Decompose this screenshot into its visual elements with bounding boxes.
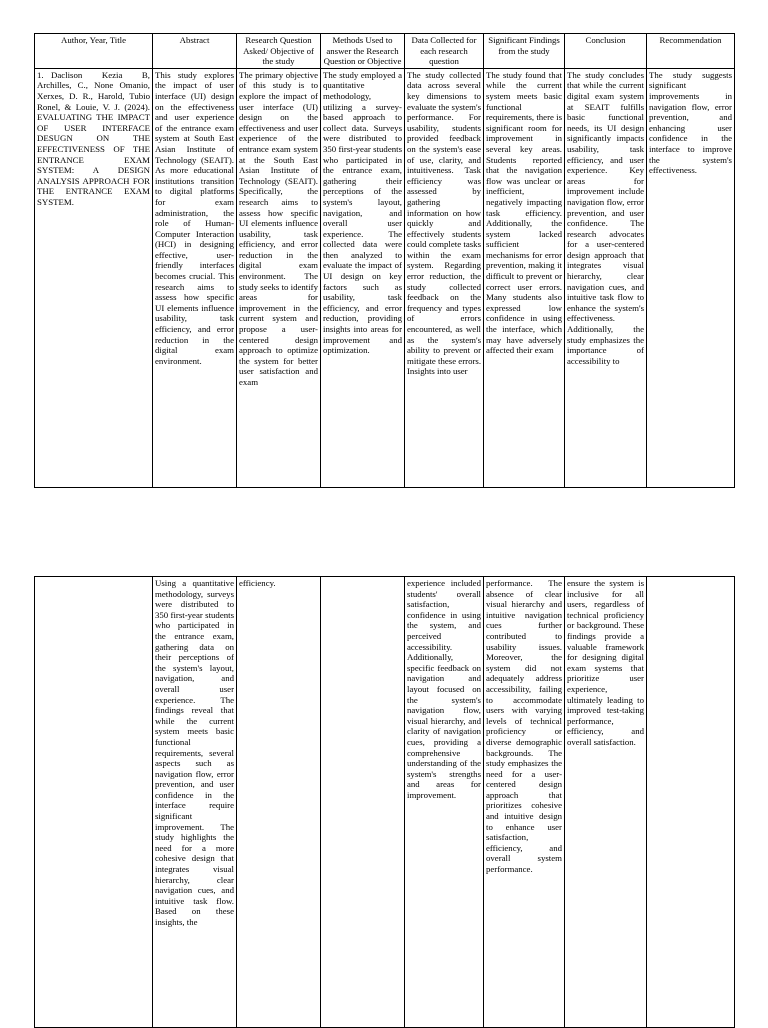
header-recommendation: Recommendation (647, 34, 735, 69)
findings-cell: The study found that while the current system meets basic functional requirements, there is significant room for improvement in several key areas. Students reported that the navigation flow was unclear or inefficient, negatively impacting task efficiency. Additionally, the system lacked sufficient mechanisms for error prevention, making it difficult to prevent or correct user errors. Many students also expressed low confidence in using the interface, which may have adversely affected their exam (484, 68, 565, 487)
table-row (35, 68, 735, 487)
methods-cell: The study employed a quantitative methodology, utilizing a survey-based approach to collect data. Surveys were distributed to 350 first-year students who participated in the entrance exam, gathering their perceptions of the system's layout, navigation, and overall user experience. The collected data were then analyzed to evaluate the impact of UI design on key factors such as usability, task efficiency, and error reduction, providing insights into areas for improvement and optimization. (321, 68, 405, 487)
recommendation-cell-continued (647, 577, 735, 1028)
author-cell-continued (35, 577, 153, 1028)
abstract-cell-continued: Using a quantitative methodology, surveys were distributed to 350 first-year students who participated in the entrance exam, gathering data on their perceptions of the system's layout, navigation, and overall user experience. The findings reveal that while the current system meets basic functional requirements, several aspects such as navigation flow, error prevention, and user confidence in the interface require significant improvement. The study highlights the need for a more cohesive design that integrates visual hierarchy, clear navigation cues, and intuitive task flow. Based on these insights, the (153, 577, 237, 1028)
header-author: Author, Year, Title (35, 34, 153, 69)
author-citation: Daclison Kezia B, Archilles, C., None Omanio, Xerxes, D. R., Harold, Tubio Ronel, & Louie, V. J. (2024). EVALUATING THE IMPACT OF USER INTERFACE DESUGN ON THE EFFECTIVENESS OF THE ENTRANCE EXAM SYSTEM: A DESIGN ANALYSIS APPROACH FOR THE ENTRANCE EXAM SYSTEM. (37, 69, 150, 207)
header-conclusion: Conclusion (565, 34, 647, 69)
research-question-cell-continued: efficiency. (237, 577, 321, 1028)
conclusion-cell: The study concludes that while the current digital exam system at SEAIT fulfills basic functional needs, its UI design significantly impacts usability, task efficiency, and user experience. Key areas for improvement include navigation flow, error prevention, and user confidence. The research advocates for a user-centered design approach that integrates visual hierarchy, clear navigation cues, and intuitive task flow to enhance the system's effectiveness. Additionally, the study emphasizes the importance of accessibility to (565, 68, 647, 487)
conclusion-cell-continued: ensure the system is inclusive for all users, regardless of technical proficiency or background. These findings provide a valuable framework for designing digital exam systems that prioritize user experience, ultimately leading to improved test-taking performance, efficiency, and overall satisfaction. (565, 577, 647, 1028)
literature-table-page-1 (34, 33, 735, 488)
author-cell (35, 68, 153, 487)
table-header-row (35, 34, 735, 69)
header-research-question: Research Question Asked/ Objective of the study (237, 34, 321, 69)
table-row-continued (35, 577, 735, 1028)
row-number: 1. (37, 69, 44, 80)
abstract-cell: This study explores the impact of user interface (UI) design on the effectiveness and user experience of the entrance exam system at South East Asian Institute of Technology (SEAIT). As more educational institutions transition to digital platforms for exam administration, the role of Human-Computer Interaction (HCI) in designing effective, user-friendly interfaces becomes crucial. This research aims to assess how specific UI elements influence usability, task efficiency, and error reduction in the digital exam environment. (153, 68, 237, 487)
recommendation-cell: The study suggests significant improvements in navigation flow, error prevention, and enhancing user confidence in the interface to improve the system's effectiveness. (647, 68, 735, 487)
header-abstract: Abstract (153, 34, 237, 69)
data-collected-cell: The study collected data across several key dimensions to evaluate the system's performance. For usability, students provided feedback on the system's ease of use, clarity, and intuitiveness. Task efficiency was assessed by gathering information on how quickly and effectively students could complete tasks within the exam system. Regarding error reduction, the study collected feedback on the frequency and types of errors encountered, as well as the system's ability to prevent or mitigate these errors. Insights into user (405, 68, 484, 487)
header-methods: Methods Used to answer the Research Question or Objective (321, 34, 405, 69)
research-question-cell: The primary objective of this study is to explore the impact of user interface (UI) design on the effectiveness and user experience of the entrance exam system at the South East Asian Institute of Technology (SEAIT). Specifically, the research aims to assess how specific UI elements influence usability, task efficiency, and error reduction in the digital exam environment. The study seeks to identify areas for improvement in the current system and propose a user-centered design approach to optimize the system for better user satisfaction and exam (237, 68, 321, 487)
data-collected-cell-continued: experience included students' overall satisfaction, confidence in using the system, and perceived accessibility. Additionally, specific feedback on navigation and layout focused on the system's navigation flow, visual hierarchy, and clarity of navigation cues, providing a comprehensive understanding of the system's strengths and areas for improvement. (405, 577, 484, 1028)
methods-cell-continued (321, 577, 405, 1028)
literature-table-page-2 (34, 576, 735, 1028)
header-data-collected: Data Collected for each research question (405, 34, 484, 69)
findings-cell-continued: performance. The absence of clear visual hierarchy and intuitive navigation cues further contributed to usability issues. Moreover, the system did not adequately address accessibility, failing to accommodate users with varying levels of technical proficiency or diverse demographic backgrounds. The study emphasizes the need for a user-centered design approach that prioritizes cohesive and intuitive design to enhance user satisfaction, efficiency, and overall system performance. (484, 577, 565, 1028)
header-findings: Significant Findings from the study (484, 34, 565, 69)
